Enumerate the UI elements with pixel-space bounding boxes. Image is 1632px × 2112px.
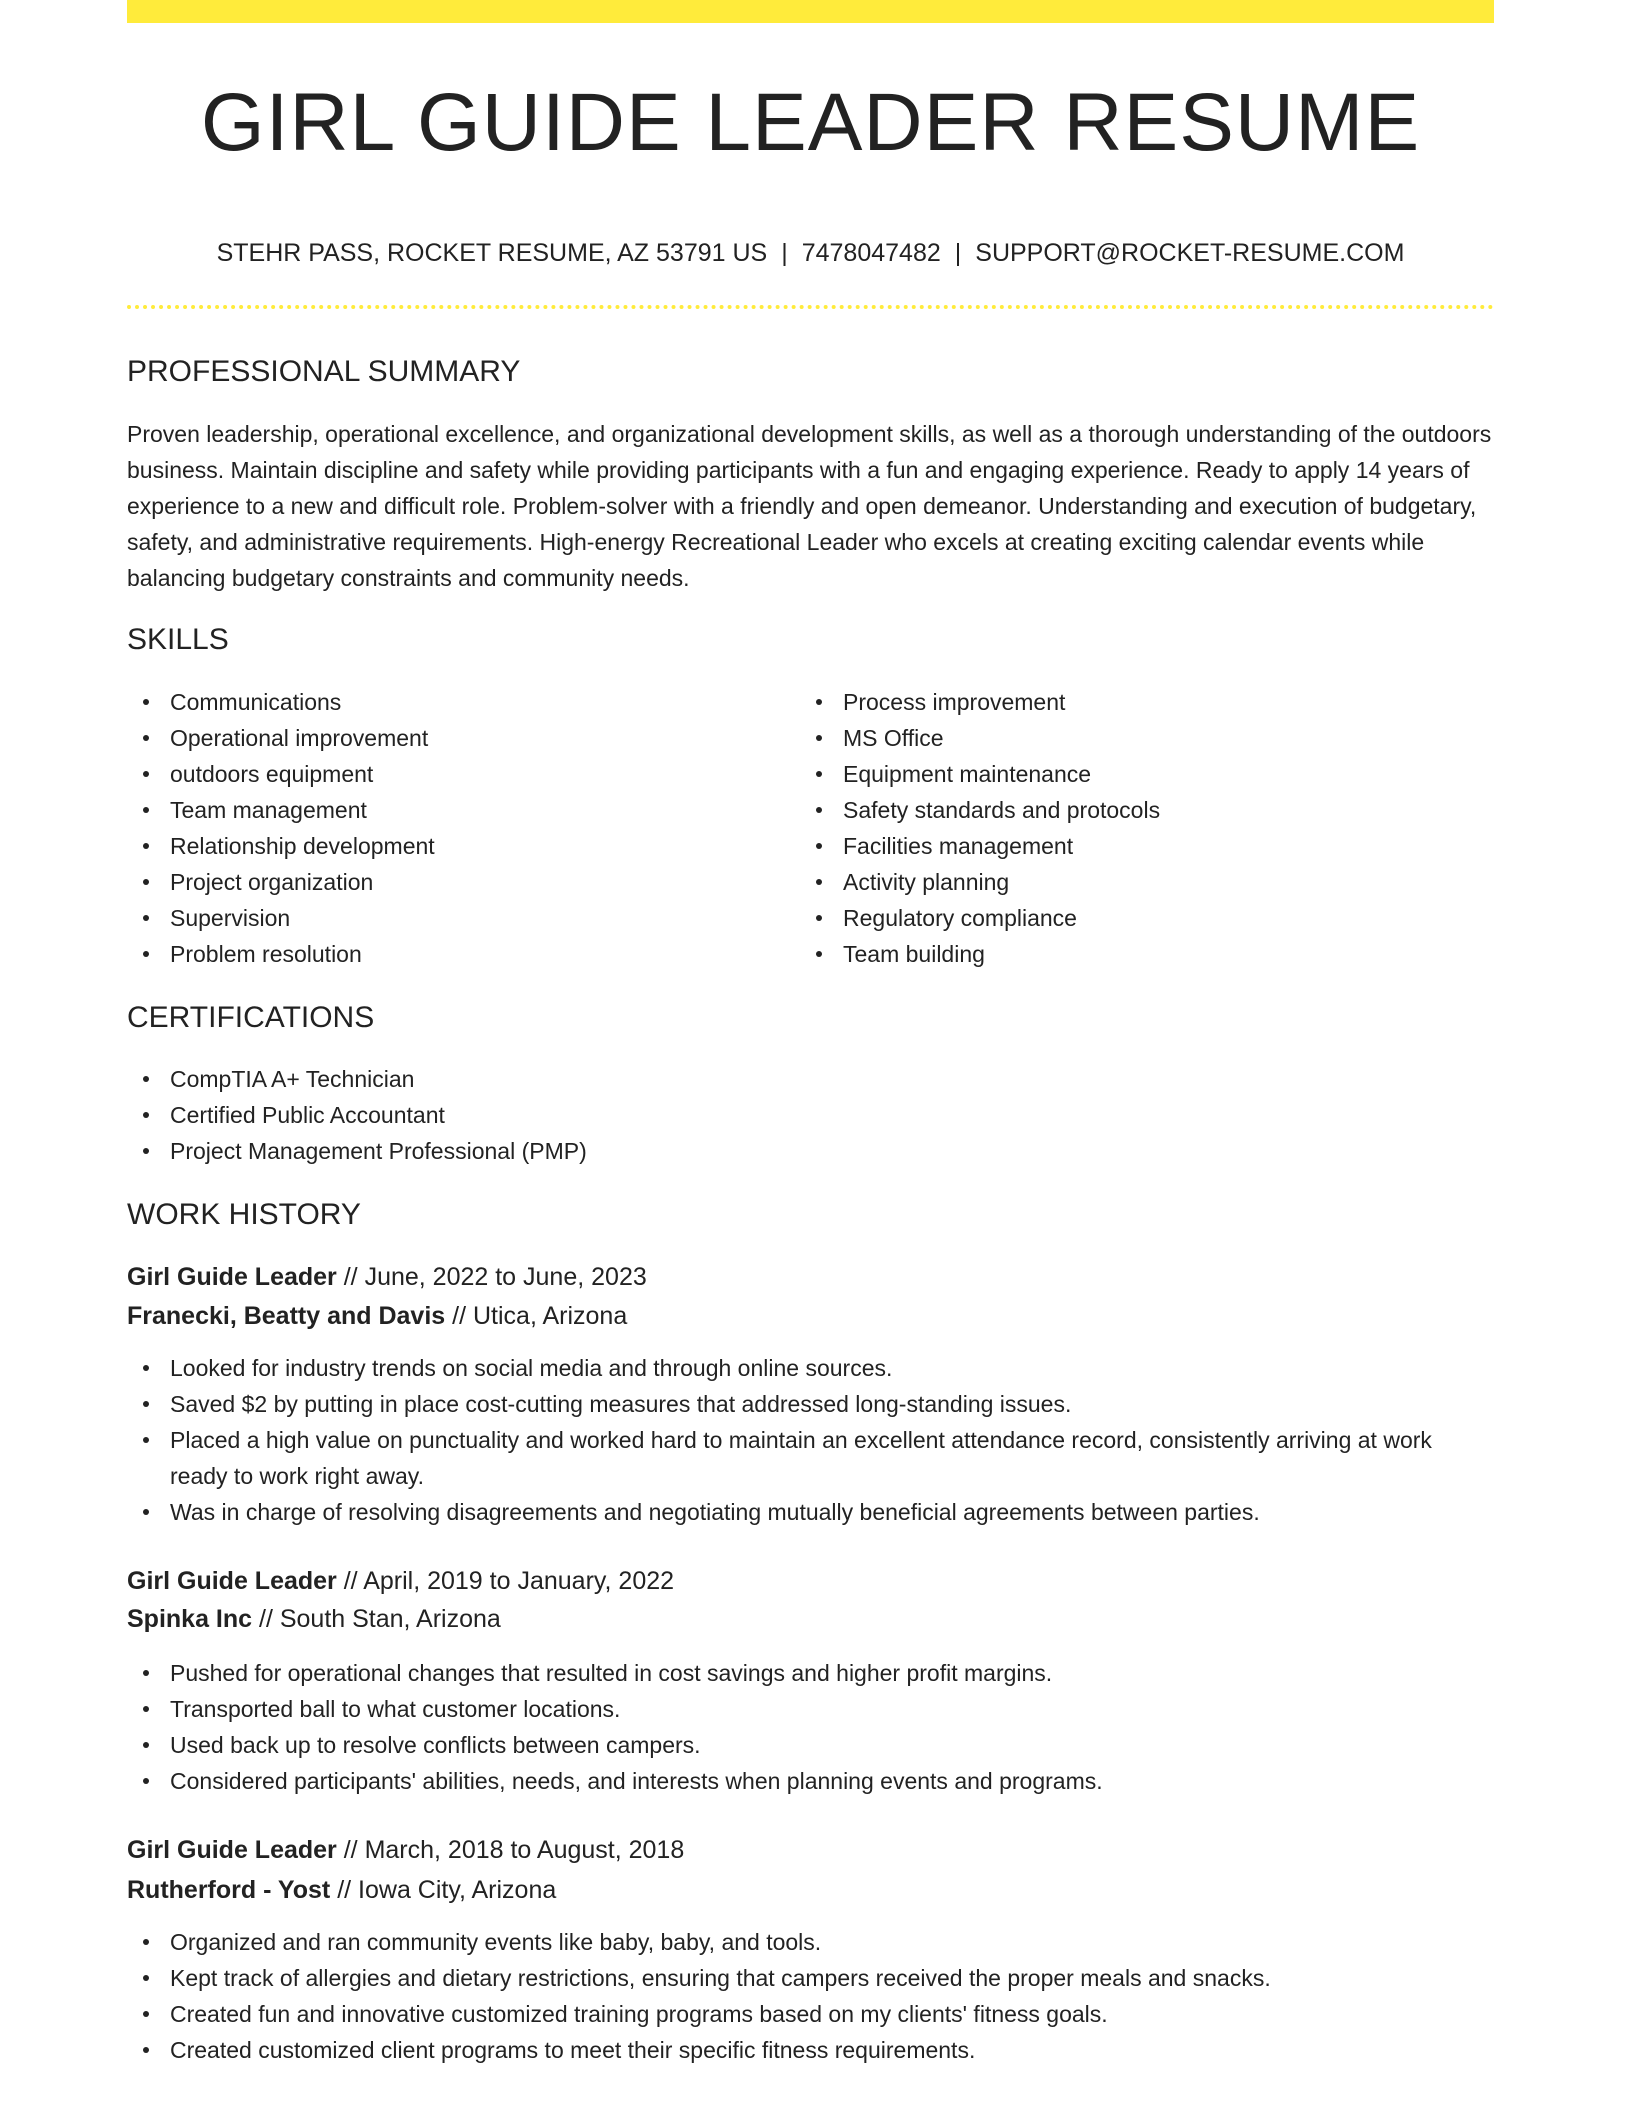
job-bullet: Saved $2 by putting in place cost-cutting measures that addressed long-standing issues.: [127, 1386, 1494, 1422]
contact-address: STEHR PASS, ROCKET RESUME, AZ 53791 US: [216, 239, 768, 267]
summary-heading: PROFESSIONAL SUMMARY: [127, 355, 521, 388]
job-company: Spinka Inc: [127, 1605, 253, 1633]
contact-phone: 7478047482: [801, 239, 941, 267]
work-history-heading: WORK HISTORY: [127, 1198, 361, 1231]
job-bullet: Looked for industry trends on social media and through online sources.: [127, 1350, 1494, 1386]
skill-item: Safety standards and protocols: [800, 792, 1460, 828]
job-bullets: [127, 1924, 1494, 2068]
job-title: Girl Guide Leader: [127, 1567, 337, 1595]
certification-item: Project Management Professional (PMP): [127, 1133, 1494, 1169]
contact-separator: |: [954, 239, 962, 267]
summary-text: Proven leadership, operational excellence, and organizational development skills, as well as a thorough understanding of the outdoors business. Maintain discipline and safety while providing participants with a fun and engaging experience. Ready to apply 14 years of experience to a new and difficult role. Problem-solver with a friendly and open demeanor. Understanding and execution of budgetary, safety, and administrative requirements. High-energy Recreational Leader who excels at creating exciting calendar events while balancing budgetary constraints and community needs.: [127, 421, 1492, 591]
job-company-line: [127, 1298, 627, 1334]
job-location: // South Stan, Arizona: [259, 1605, 501, 1633]
skill-item: Problem resolution: [127, 936, 747, 972]
skill-item: Supervision: [127, 900, 747, 936]
skill-item: Team management: [127, 792, 747, 828]
header-divider: [127, 305, 1494, 309]
skill-item: Project organization: [127, 864, 747, 900]
job-location: // Utica, Arizona: [452, 1302, 628, 1330]
skill-item: MS Office: [800, 720, 1460, 756]
job-company-line: [127, 1872, 556, 1908]
skill-item: outdoors equipment: [127, 756, 747, 792]
job-title-line: [127, 1563, 674, 1599]
skills-list-right: [800, 684, 1460, 972]
contact-line: [127, 238, 1494, 268]
skill-item: Communications: [127, 684, 747, 720]
job-title-line: [127, 1832, 684, 1868]
job-bullet: Kept track of allergies and dietary restrictions, ensuring that campers received the proper meals and snacks.: [127, 1960, 1494, 1996]
job-bullet: Placed a high value on punctuality and worked hard to maintain an excellent attendance record, consistently arriving at work ready to work right away.: [127, 1422, 1494, 1494]
contact-separator: |: [781, 239, 788, 267]
skill-item: Team building: [800, 936, 1460, 972]
job-bullet: Used back up to resolve conflicts between campers.: [127, 1727, 1494, 1763]
job-company: Franecki, Beatty and Davis: [127, 1302, 446, 1330]
job-bullets: [127, 1350, 1494, 1530]
skill-item: Equipment maintenance: [800, 756, 1460, 792]
certifications-list: [127, 1061, 1494, 1169]
job-dates: // June, 2022 to June, 2023: [343, 1263, 647, 1291]
job-title-line: [127, 1259, 647, 1295]
job-bullet: Was in charge of resolving disagreements and negotiating mutually beneficial agreements between parties.: [127, 1494, 1494, 1530]
job-bullet: Organized and ran community events like baby, baby, and tools.: [127, 1924, 1494, 1960]
job-bullet: Considered participants' abilities, needs, and interests when planning events and programs.: [127, 1763, 1494, 1799]
skill-item: Process improvement: [800, 684, 1460, 720]
job-company-line: [127, 1601, 501, 1637]
top-accent-bar: [127, 0, 1494, 23]
skill-item: Regulatory compliance: [800, 900, 1460, 936]
job-bullet: Created customized client programs to meet their specific fitness requirements.: [127, 2032, 1494, 2068]
job-title: Girl Guide Leader: [127, 1263, 337, 1291]
certifications-heading: CERTIFICATIONS: [127, 1001, 375, 1034]
certification-item: CompTIA A+ Technician: [127, 1061, 1494, 1097]
job-bullet: Pushed for operational changes that resulted in cost savings and higher profit margins.: [127, 1655, 1494, 1691]
job-location: // Iowa City, Arizona: [337, 1876, 557, 1904]
skills-list-left: [127, 684, 747, 972]
job-bullet: Created fun and innovative customized training programs based on my clients' fitness goals.: [127, 1996, 1494, 2032]
skill-item: Operational improvement: [127, 720, 747, 756]
resume-title: GIRL GUIDE LEADER RESUME: [200, 77, 1421, 168]
job-title: Girl Guide Leader: [127, 1836, 337, 1864]
job-dates: // April, 2019 to January, 2022: [343, 1567, 675, 1595]
contact-email: SUPPORT@ROCKET-RESUME.COM: [975, 239, 1405, 267]
skill-item: Activity planning: [800, 864, 1460, 900]
job-dates: // March, 2018 to August, 2018: [343, 1836, 685, 1864]
certification-item: Certified Public Accountant: [127, 1097, 1494, 1133]
job-bullets: [127, 1655, 1494, 1799]
job-bullet: Transported ball to what customer locations.: [127, 1691, 1494, 1727]
skills-heading: SKILLS: [127, 623, 229, 656]
skill-item: Facilities management: [800, 828, 1460, 864]
skill-item: Relationship development: [127, 828, 747, 864]
job-company: Rutherford - Yost: [127, 1876, 331, 1904]
